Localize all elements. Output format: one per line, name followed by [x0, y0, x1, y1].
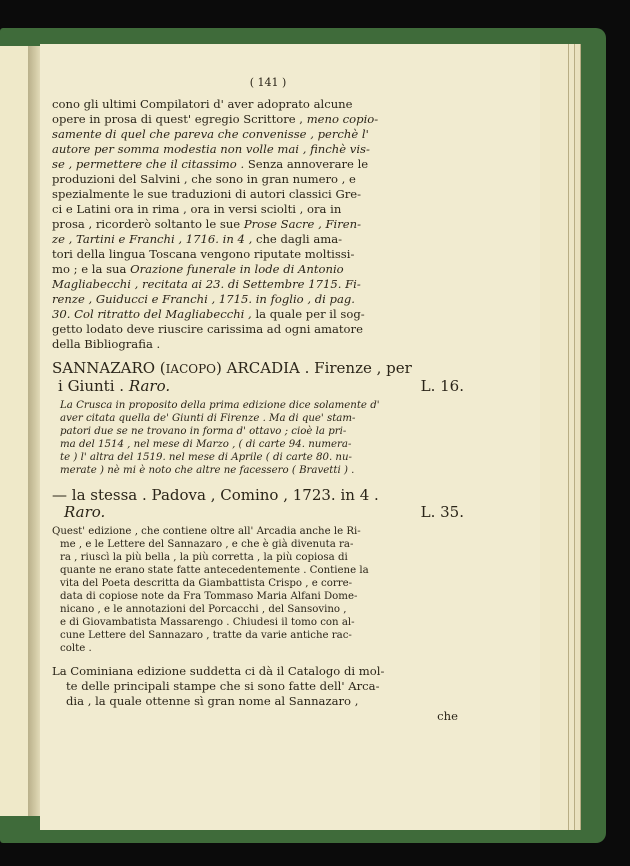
price: L. 35. [420, 503, 464, 522]
page-text [52, 76, 464, 724]
catchword: che [437, 708, 458, 723]
entry-sannazaro-heading: SANNAZARO (IACOPO) ARCADIA . Firenze , per i Giunti . Raro. L. 16. [52, 359, 464, 395]
left-page-edge [0, 46, 29, 816]
entry-comino-heading: — la stessa . Padova , Comino , 1723. in 4 . Raro. L. 35. [52, 486, 464, 522]
note-comino: Quest' edizione , che contiene oltre all' Arcadia anche le Ri- me , e le Lettere del Sannazaro , e che è già divenuta ra- ra , riuscì la più bella , la più corretta , la più copiosa di quante ne erano state fatte antecedentemente . Contiene la vita del Poeta descritta da Giambattista Crispo , e corre- data di copiose note da Fra Tommaso Maria Alfani Dome- nicano , e le annotazioni del Porcacchi , del Sansovino , e di Giovambatista Massarengo . Chiudesi il tomo con al- cune Lettere del Sannazaro , tratte da varie antiche rac- colte . [52, 526, 369, 654]
page-number: ( 141 ) [249, 76, 287, 89]
note-crusca: La Crusca in proposito della prima edizione dice solamente d' aver citata quella de' Giunti di Firenze . Ma di que' stam- patori due se ne trovano in forma d' ottavo ; cioè la pri- ma del 1514 , nel mese di Marzo , ( di carte 94. numera- te ) l' altra del 1519. nel mese di Aprile ( di carte 80. nu- merate ) nè mi è noto che altre ne facessero ( Bravetti ) . [60, 400, 380, 476]
paragraph-cominiana: La Cominiana edizione suddetta ci dà il Catalogo di mol- te delle principali stampe che si sono fatte dell' Arca- dia , la quale ottenne sì gran nome al Sannazaro , che [52, 664, 464, 724]
paragraph-salvini: cono gli ultimi Compilatori d' aver adoprato alcune opere in prosa di quest' egregio Scrittore , meno copio- samente di quel che pareva che convenisse , perchè l' autore per somma modestia non volle mai , finchè vis- se , permettere che il citassimo . Senza annoverare le produzioni del Salvini , che sono in gran numero , e spezialmente le sue traduzioni di autori classici Gre- ci e Latini ora in rima , ora in versi sciolti , ora in prosa , ricorderò soltanto le sue Prose Sacre , Firen- ze , Tartini e Franchi , 1716. in 4 , che dagli ama- tori della lingua Toscana vengono riputate moltissi- mo ; e la sua Orazione funerale in lode di Antonio Magliabecchi , recitata ai 23. di Settembre 1715. Fi- renze , Guiducci e Franchi , 1715. in foglio , di pag. 30. Col ritratto del Magliabecchi , la quale per il sog- getto lodato deve riuscire carissima ad ogni amatore della Bibliografia . [52, 97, 379, 351]
price: L. 16. [420, 377, 464, 395]
